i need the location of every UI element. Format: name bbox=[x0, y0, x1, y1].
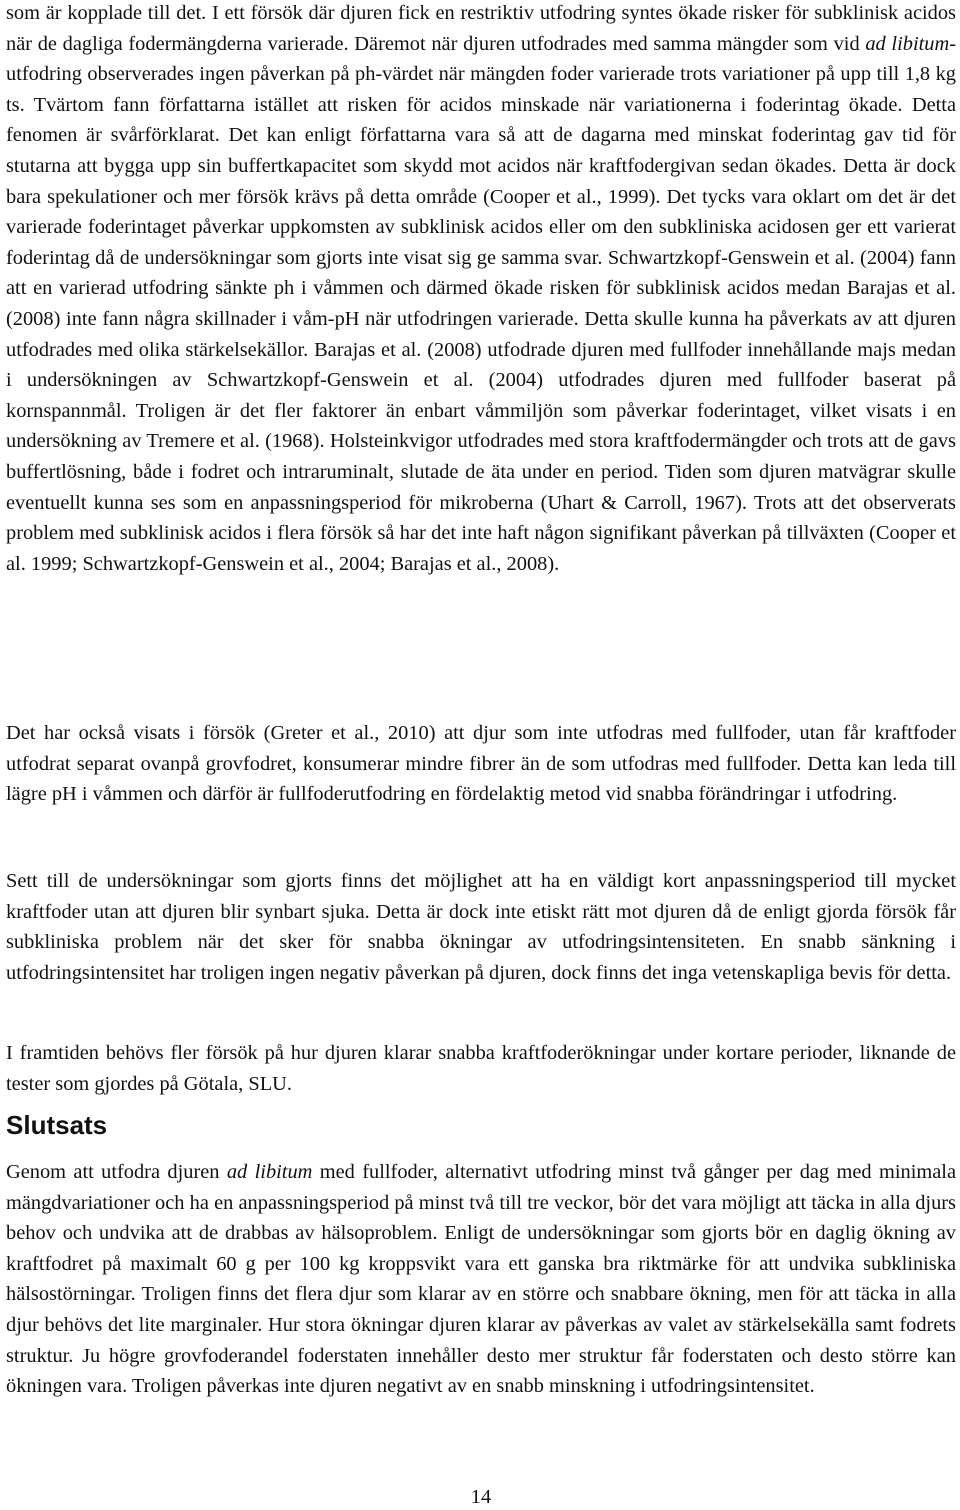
paragraph-future: I framtiden behövs fler försök på hur djuren klarar snabba kraftfoderökningar under kortare perioder, liknande de tester som gjordes på Götala, SLU. bbox=[6, 1042, 956, 1095]
italic-term: ad libitum bbox=[865, 32, 950, 55]
paragraph-conclusion bbox=[6, 1157, 956, 1402]
paragraph-text: -utfodring observerades ingen påverkan på ph-värdet när mängden foder varierade trots variationer på upp till 1,8 kg ts. Tvärtom fann författarna istället att risken för acidos minskade när variationerna i foderintag ökade. Detta fenomen är svårförklarat. Det kan enligt författarna vara så att de dagarna med minskat foderintag gav tid för stutarna att bygga upp sin buffertkapacitet som skydd mot acidos när kraftfodergivan sedan ökades. Detta är dock bara spekulationer och mer försök krävs på detta område (Cooper et al., 1999). Det tycks vara oklart om det är det varierade foderintaget påverkar uppkomsten av subklinisk acidos eller om den subkliniska acidosen ger ett varierat foderintag då de undersökningar som gjorts inte visat sig ge samma svar. Schwartzkopf-Genswein et al. (2004) fann att en varierad utfodring sänkte ph i våmmen och därmed ökade risken för subklinisk acidos medan Barajas et al. (2008) inte fann några skillnader i våm-pH när utfodringen varierade. Detta skulle kunna ha påverkats av att djuren utfodrades med olika stärkelsekällor. Barajas et al. (2008) utfodrade djuren med fullfoder innehållande majs medan i undersökningen av Schwartzkopf-Genswein et al. (2004) utfodrades djuren med fullfoder baserat på kornspannmål. Troligen är det fler faktorer än enbart våmmiljön som påverkar foderintaget, vilket visats i en undersökning av Tremere et al. (1968). Holsteinkvigor utfodrades med stora kraftfodermängder och trots att de gavs buffertlösning, både i fodret och intraruminalt, slutade de äta under en period. Tiden som djuren matvägrar skulle eventuellt kunna ses som en anpassningsperiod för mikroberna (Uhart & Carroll, 1967). Trots att det observerats problem med subklinisk acidos i flera försök så har det inte haft någon signifikant påverkan på tillväxten (Cooper et al. 1999; Schwartzkopf-Genswein et al., 2004; Barajas et al., 2008). bbox=[6, 32, 957, 575]
paragraph-continuation bbox=[6, 0, 956, 579]
section-heading: Slutsats bbox=[6, 1110, 108, 1140]
page-number: 14 bbox=[470, 1486, 492, 1508]
italic-term: ad libitum bbox=[226, 1161, 313, 1183]
paragraph-adaptation: Sett till de undersökningar som gjorts finns det möjlighet att ha en väldigt kort anpassningsperiod till mycket kraftfoder utan att djuren blir synbart sjuka. Detta är dock inte etiskt rätt mot djuren då de enligt gjorda försök får subkliniska problem när det sker för snabba ökningar av utfodringsintensiteten. En snabb sänkning i utfodringsintensitet har troligen ingen negativ påverkan på djuren, dock finns det inga vetenskapliga bevis för detta. bbox=[6, 870, 956, 984]
document-page bbox=[6, 0, 956, 1509]
paragraph-greter: Det har också visats i försök (Greter et al., 2010) att djur som inte utfodras med fullfoder, utan får kraftfoder utfodrat separat ovanpå grovfodret, konsumerar mindre fibrer än de som utfodras med fullfoder. Detta kan leda till lägre pH i våmmen och därför är fullfoderutfodring en fördelaktig metod vid snabba förändringar i utfodring. bbox=[6, 722, 956, 806]
paragraph-text: som är kopplade till det. I ett försök där djuren fick en restriktiv utfodring syntes ökade risker för subklinisk acidos när de dagliga fodermängderna varierade. Däremot när djuren utfodrades med samma mängder som vid bbox=[6, 2, 956, 55]
paragraph-text: med fullfoder, alternativt utfodring minst två gånger per dag med minimala mängdvariationer och ha en anpassningsperiod på minst två till tre veckor, bör det vara möjligt att täcka in alla djurs behov och undvika att de drabbas av hälsoproblem. Enligt de undersökningar som gjorts bör en daglig ökning av kraftfodret på maximalt 60 g per 100 kg kroppsvikt vara ett ganska bra riktmärke för att undvika subkliniska hälsostörningar. Troligen finns det flera djur som klarar av en större och snabbare ökning, men för att täcka in alla djur behövs det lite marginaler. Hur stora ökningar djuren klarar av påverkas av valet av stärkelsekälla samt fodrets struktur. Ju högre grovfoderandel foderstaten innehåller desto mer struktur får foderstaten och desto större kan ökningen vara. Troligen påverkas inte djuren negativt av en snabb minskning i utfodringsintensitet. bbox=[6, 1161, 957, 1398]
paragraph-text: Genom att utfodra djuren bbox=[6, 1161, 227, 1183]
